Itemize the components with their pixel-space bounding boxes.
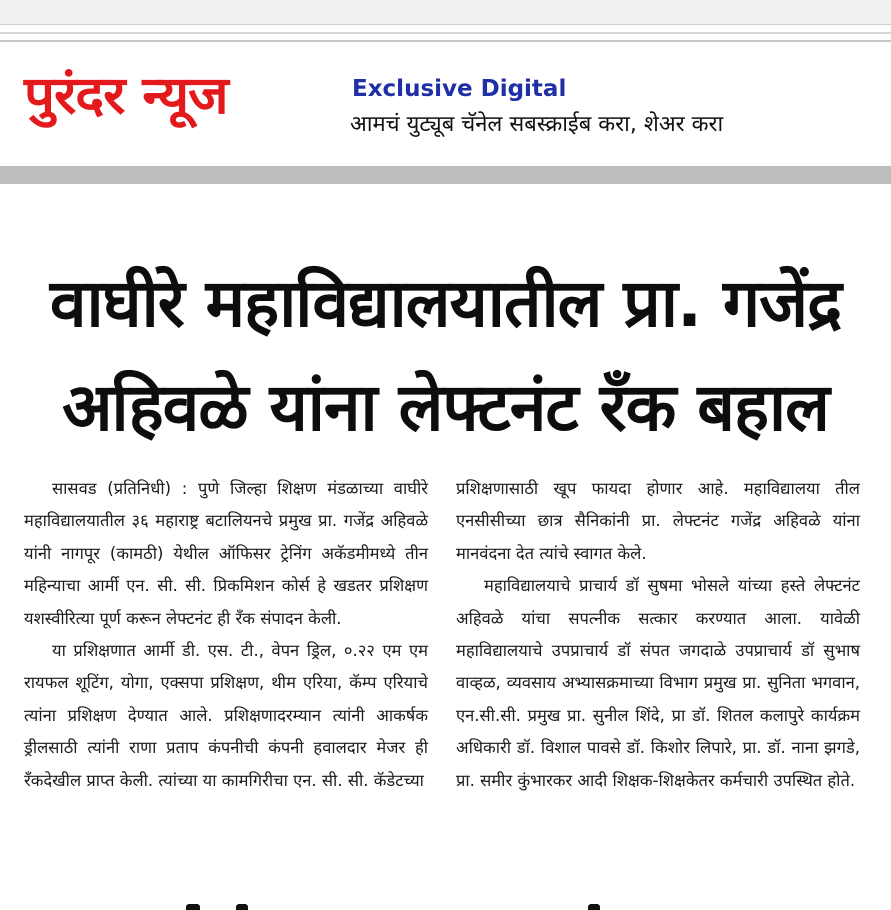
top-toolbar-strip: [0, 0, 891, 25]
cropped-next-headline: [0, 898, 891, 910]
cropped-glyph: [236, 904, 248, 910]
article-column-left: [24, 473, 428, 797]
headline-line-1: वाघीरे महाविद्यालयातील प्रा. गजेंद्र: [49, 265, 842, 342]
brand-logo-text: पुरंदर न्यूज: [24, 66, 228, 126]
article-column-right: [456, 473, 860, 797]
article-headline: [20, 252, 871, 460]
tagline-marathi: आमचं युट्यूब चॅनेल सबस्क्राईब करा, शेअर करा: [350, 112, 724, 137]
masthead-bottom-bar: [0, 166, 891, 184]
paragraph: प्रशिक्षणासाठी खूप फायदा होणार आहे. महाविद्यालया तील एनसीसीच्या छात्र सैनिकांनी प्रा. लेफ्टनंट गजेंद्र अहिवळे यांना मानवंदना देत त्यांचे स्वागत केले.: [456, 479, 860, 563]
tagline-english: Exclusive Digital: [352, 76, 567, 102]
headline-line-2: अहिवळे यांना लेफ्टनंट रँक बहाल: [62, 369, 829, 446]
paragraph: सासवड (प्रतिनिधी) : पुणे जिल्हा शिक्षण मंडळाच्या वाघीरे महाविद्यालयातील ३६ महाराष्ट्र बटालियनचे प्रमुख प्रा. गजेंद्र अहिवळे यांनी नागपूर (कामठी) येथील ऑफिसर ट्रेनिंग अकॅडमीमध्ये तीन महिन्याचा आर्मी एन. सी. सी. प्रिकमिशन कोर्स हे खडतर प्रशिक्षण यशस्वीरित्या पूर्ण करून लेफ्टनंट ही रँक संपादन केली.: [24, 479, 428, 628]
masthead: [0, 42, 891, 166]
cropped-glyph: [186, 904, 200, 910]
divider-line: [0, 32, 891, 34]
cropped-glyph: [588, 904, 600, 910]
paragraph: महाविद्यालयाचे प्राचार्य डॉ सुषमा भोसले यांच्या हस्ते लेफ्टनंट अहिवळे यांचा सपत्नीक सत्कार करण्यात आला. यावेळी महाविद्यालयाचे उपप्राचार्य डॉ संपत जगदाळे उपप्राचार्य डॉ सुभाष वाव्हळ, व्यवसाय अभ्यासक्रमाच्या विभाग प्रमुख प्रा. सुनिता भगवान, एन.सी.सी. प्रमुख प्रा. सुनील शिंदे, प्रा डॉ. शितल कलापुरे कार्यक्रम अधिकारी डॉ. विशाल पावसे डॉ. किशोर लिपारे, प्रा. डॉ. नाना झगडे, प्रा. समीर कुंभारकर आदी शिक्षक-शिक्षकेतर कर्मचारी उपस्थित होते.: [456, 576, 860, 790]
paragraph: या प्रशिक्षणात आर्मी डी. एस. टी., वेपन ड्रिल, ०.२२ एम एम रायफल शूटिंग, योगा, एक्सपा प्रशिक्षण, थीम एरिया, कॅम्प एरियाचे त्यांना प्रशिक्षण देण्यात आले. प्रशिक्षणादरम्यान त्यांनी आकर्षक ड्रीलसाठी त्यांनी राणा प्रताप कंपनीची कंपनी हवालदार मेजर ही रँकदेखील प्राप्त केली. त्यांच्या या कामगिरीचा एन. सी. सी. कॅडेटच्या: [24, 641, 428, 790]
